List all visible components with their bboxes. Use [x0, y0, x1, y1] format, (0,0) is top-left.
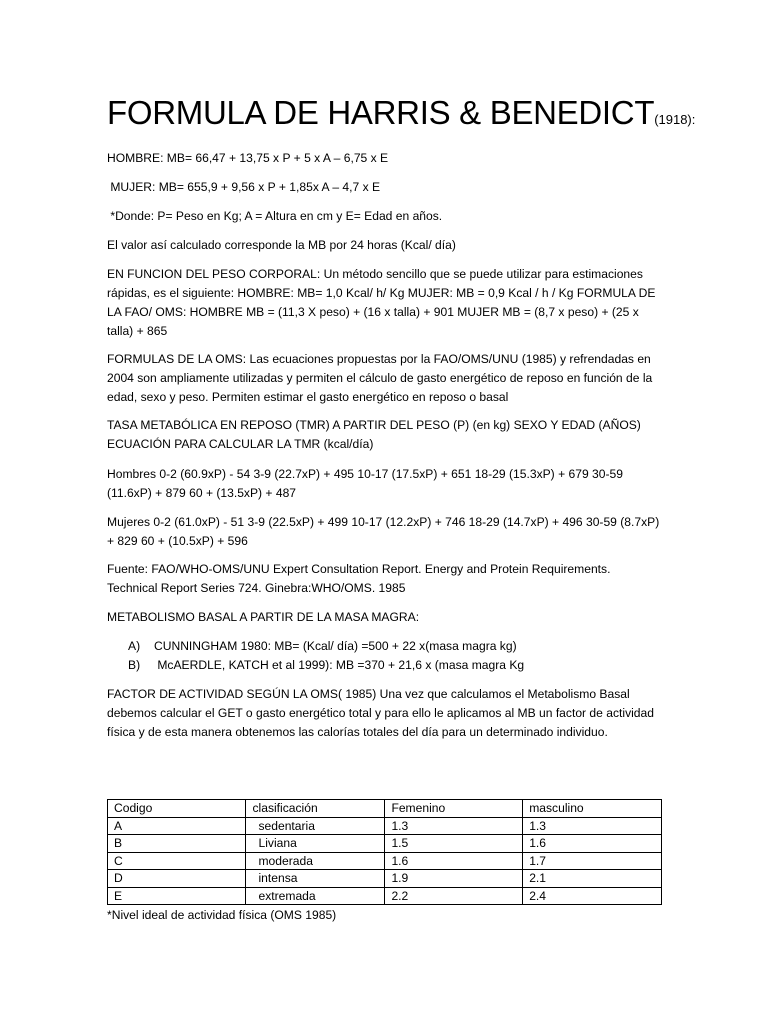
title-main: FORMULA DE HARRIS & BENEDICT — [107, 94, 655, 131]
table-cell: 1.6 — [523, 835, 662, 853]
paragraph-donde: *Donde: P= Peso en Kg; A = Altura en cm y E= Edad en años. — [107, 209, 443, 223]
paragraph-mujer-formula: MUJER: MB= 655,9 + 9,56 x P + 1,85x A – 4,7 x E — [107, 180, 381, 194]
table-header-cell: Codigo — [108, 800, 246, 818]
list-marker: B) — [128, 658, 141, 672]
table-row — [108, 835, 662, 853]
table-footnote: *Nivel ideal de actividad física (OMS 1985) — [107, 908, 337, 922]
table-header-row — [108, 800, 662, 818]
table-cell: 2.2 — [385, 887, 523, 905]
table-cell: extremada — [246, 887, 385, 905]
table-cell: 1.6 — [385, 852, 523, 870]
table-header-cell: Femenino — [385, 800, 523, 818]
table-cell: 1.5 — [385, 835, 523, 853]
list-item-text: CUNNINGHAM 1980: MB= (Kcal/ día) =500 + 22 x(masa magra kg) — [154, 639, 517, 653]
paragraph-hombres-ecuaciones: Hombres 0-2 (60.9xP) - 54 3-9 (22.7xP) + 495 10-17 (17.5xP) + 651 18-29 (15.3xP) + 679 30-59 (11.6xP) + 879 60 + (13.5xP) + 487 — [107, 467, 623, 500]
paragraph-formulas-oms: FORMULAS DE LA OMS: Las ecuaciones propuestas por la FAO/OMS/UNU (1985) y refrendadas en 2004 son ampliamente utilizadas y permiten el cálculo de gasto energético de reposo en función de la edad, sexo y peso. Permiten estimar el gasto energético en reposo o basal — [107, 352, 653, 404]
table-cell: 2.1 — [523, 870, 662, 888]
list-item — [128, 656, 668, 675]
table-row — [108, 870, 662, 888]
table-cell: 1.3 — [385, 817, 523, 835]
table-row — [108, 852, 662, 870]
paragraph-hombre-formula: HOMBRE: MB= 66,47 + 13,75 x P + 5 x A – 6,75 x E — [107, 151, 389, 165]
paragraph-peso-corporal: EN FUNCION DEL PESO CORPORAL: Un método sencillo que se puede utilizar para estimaciones rápidas, es el siguiente: HOMBRE: MB= 1,0 Kcal/ h/ Kg MUJER: MB = 0,9 Kcal / h / Kg FORMULA DE LA FAO/ OMS: HOMBRE MB = (11,3 X peso) + (16 x talla) + 901 MUJER MB = (8,7 x peso) + (25 x talla) + 865 — [107, 267, 656, 338]
table-row — [108, 817, 662, 835]
paragraph-tmr-heading: TASA METABÓLICA EN REPOSO (TMR) A PARTIR DEL PESO (P) (en kg) SEXO Y EDAD (AÑOS) ECUACIÓN PARA CALCULAR LA TMR (kcal/día) — [107, 418, 641, 451]
table-cell: E — [108, 887, 246, 905]
list-item-text: McAERDLE, KATCH et al 1999): MB =370 + 21,6 x (masa magra Kg — [154, 658, 525, 672]
table-cell: 1.9 — [385, 870, 523, 888]
table-cell: moderada — [246, 852, 385, 870]
table-header-cell: masculino — [523, 800, 662, 818]
table-header-cell: clasificación — [246, 800, 385, 818]
list-item — [128, 637, 668, 656]
paragraph-factor-actividad: FACTOR DE ACTIVIDAD SEGÚN LA OMS( 1985) Una vez que calculamos el Metabolismo Basal debemos calcular el GET o gasto energético total y para ello le aplicamos al MB un factor de actividad física y de esta manera obtenemos las calorías totales del día para un determinado individuo. — [107, 687, 654, 739]
table-cell: 1.7 — [523, 852, 662, 870]
activity-factor-table — [107, 799, 662, 905]
table-cell: B — [108, 835, 246, 853]
table-row — [108, 887, 662, 905]
table-cell: intensa — [246, 870, 385, 888]
paragraph-masa-magra-heading: METABOLISMO BASAL A PARTIR DE LA MASA MAGRA: — [107, 610, 420, 624]
table-cell: 1.3 — [523, 817, 662, 835]
paragraph-valor: El valor así calculado corresponde la MB por 24 horas (Kcal/ día) — [107, 238, 456, 252]
title-year: (1918): — [654, 112, 696, 127]
table-cell: Liviana — [246, 835, 385, 853]
table-cell: 2.4 — [523, 887, 662, 905]
paragraph-fuente: Fuente: FAO/WHO-OMS/UNU Expert Consultation Report. Energy and Protein Requirements. Technical Report Series 724. Ginebra:WHO/OMS. 1985 — [107, 562, 611, 595]
table-cell: A — [108, 817, 246, 835]
list-marker: A) — [128, 639, 141, 653]
table-cell: C — [108, 852, 246, 870]
table-cell: sedentaria — [246, 817, 385, 835]
table-cell: D — [108, 870, 246, 888]
document-title — [107, 94, 695, 132]
paragraph-mujeres-ecuaciones: Mujeres 0-2 (61.0xP) - 51 3-9 (22.5xP) + 499 10-17 (12.2xP) + 746 18-29 (14.7xP) + 496 30-59 (8.7xP) + 829 60 + (10.5xP) + 596 — [107, 515, 660, 548]
